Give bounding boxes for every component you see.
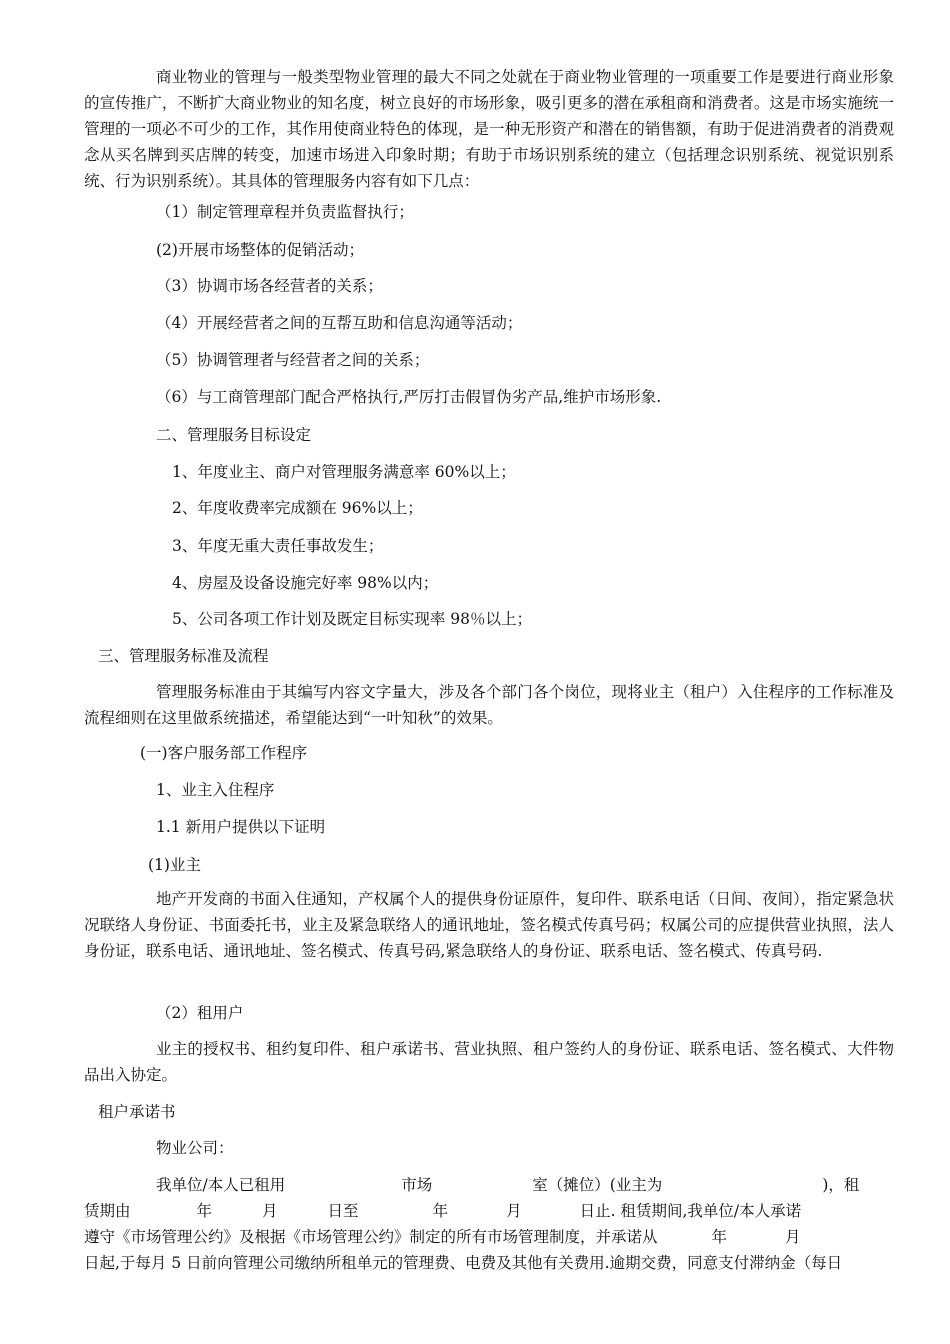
section2-heading: 二、管理服务目标设定 [156,426,312,444]
letter-text: 月 [785,1228,801,1246]
service-item: （5）协调管理者与经营者之间的关系； [156,351,430,369]
service-item: (2)开展市场整体的促销活动； [156,241,364,259]
letter-text: 日至 [327,1202,359,1220]
goal-item: 1、年度业主、商户对管理服务满意率 60%以上； [172,463,516,481]
section3-heading: 三、管理服务标准及流程 [98,647,269,665]
subsection-heading: 1.1 新用户提供以下证明 [156,818,326,836]
letter-text: )，租 [822,1176,860,1194]
owner-label: (1)业主 [148,856,201,874]
letter-text: 月 [262,1202,278,1220]
service-item: （6）与工商管理部门配合严格执行,严厉打击假冒伪劣产品,维护市场形象. [156,388,662,406]
letter-salutation: 物业公司： [156,1139,234,1157]
subsection-heading: 1、业主入住程序 [156,781,275,799]
letter-text: 我单位/本人已租用 [156,1176,286,1194]
letter-text: 年 [196,1202,213,1220]
section3-paragraph: 管理服务标准由于其编写内容文字量大，涉及各个部门各个岗位，现将业主（租户）入住程序的工作标准及流程细则在这里做系统描述，希望能达到“一叶知秋”的效果。 [84,683,894,727]
letter-text: 遵守《市场管理公约》及根据《市场管理公约》制定的所有市场管理制度，并承诺从 [84,1228,658,1246]
tenant-paragraph: 业主的授权书、租约复印件、租户承诺书、营业执照、租户签约人的身份证、联系电话、签名模式、大件物品出入协定。 [84,1040,894,1084]
goal-item: 4、房屋及设备设施完好率 98%以内； [172,574,439,592]
letter-text: 年 [711,1228,728,1246]
letter-line-1 [156,1175,859,1195]
letter-text: 年 [432,1202,449,1220]
service-item: （3）协调市场各经营者的关系； [156,277,383,295]
letter-text: 月 [506,1202,522,1220]
letter-line-4: 日起,于每月 5 日前向管理公司缴纳所租单元的管理费、电费及其他有关费用.逾期交费，同意支付滞纳金（每日 [84,1254,843,1272]
goal-item: 5、公司各项工作计划及既定目标实现率 98％以上； [172,610,533,628]
letter-title: 租户承诺书 [98,1103,176,1121]
owner-paragraph: 地产开发商的书面入住通知，产权属个人的提供身份证原件，复印件、联系电话（日间、夜间），指定紧急状况联络人身份证、书面委托书，业主及紧急联络人的通讯地址，签名模式传真号码；权属公司的应提供营业执照，法人身份证，联系电话、通讯地址、签名模式、传真号码,紧急联络人的身份证、联系电话、签名模式、传真号码. [84,890,894,960]
intro-paragraph: 商业物业的管理与一般类型物业管理的最大不同之处就在于商业物业管理的一项重要工作是要进行商业形象的宣传推广，不断扩大商业物业的知名度，树立良好的市场形象，吸引更多的潜在承租商和消费者。这是市场实施统一管理的一项必不可少的工作，其作用使商业特色的体现，是一种无形资产和潜在的销售额，有助于促进消费者的消费观念从买名牌到买店牌的转变，加速市场进入印象时期；有助于市场识别系统的建立（包括理念识别系统、视觉识别系统、行为识别系统）。其具体的管理服务内容有如下几点： [84,68,894,190]
tenant-label: （2）租用户 [156,1004,244,1022]
letter-text: 室（摊位）(业主为 [532,1176,663,1194]
subsection-heading: (一)客户服务部工作程序 [140,744,308,762]
goal-item: 3、年度无重大责任事故发生； [172,537,384,555]
letter-text: 日止. 租赁期间,我单位/本人承诺 [579,1202,802,1220]
letter-text: 赁期由 [84,1202,131,1220]
letter-line-3 [84,1227,801,1247]
service-item: （4）开展经营者之间的互帮互助和信息沟通等活动； [156,314,523,332]
goal-item: 2、年度收费率完成额在 96%以上； [172,499,423,517]
service-item: （1）制定管理章程并负责监督执行； [156,203,414,221]
letter-line-2 [84,1201,801,1221]
letter-text: 市场 [401,1176,433,1194]
